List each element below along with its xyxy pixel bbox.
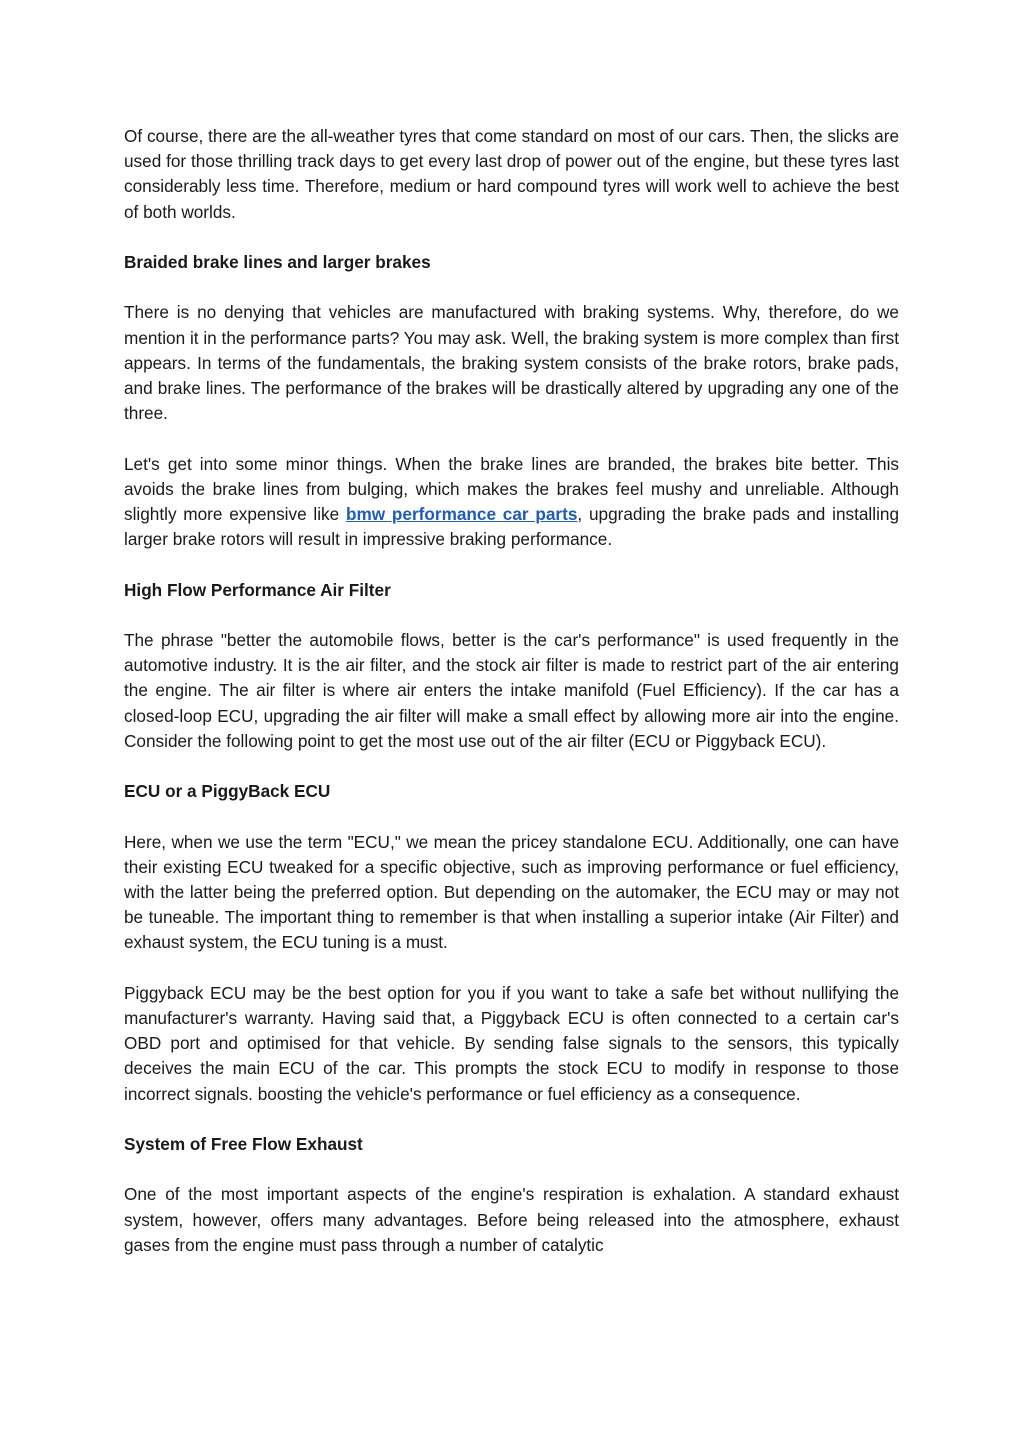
paragraph-exhaust: One of the most important aspects of the engine's respiration is exhalation. A standard exhaust system, however, offers many advantages. Before being released into the atmosphere, exhaust gases from the engine must pass through a number of catalytic — [124, 1184, 899, 1255]
paragraph-air-filter: The phrase "better the automobile flows, better is the car's performance" is used frequently in the automotive industry. It is the air filter, and the stock air filter is made to restrict part of the air entering the engine. The air filter is where air enters the intake manifold (Fuel Efficiency). If the car has a closed-loop ECU, upgrading the air filter will make a small effect by allowing more air into the engine. Consider the following point to get the most use out of the air filter (ECU or Piggyback ECU). — [124, 629, 899, 751]
heading-ecu: ECU or a PiggyBack ECU — [124, 781, 331, 802]
heading-air-filter: High Flow Performance Air Filter — [124, 579, 391, 600]
bmw-performance-parts-link[interactable]: bmw performance car parts — [345, 504, 578, 524]
paragraph-brake-lines — [124, 452, 899, 553]
paragraph-ecu: Here, when we use the term "ECU," we mean the pricey standalone ECU. Additionally, one can have their existing ECU tweaked for a specific objective, such as improving performance or fuel efficiency, with the latter being the preferred option. But depending on the automaker, the ECU may or may not be tuneable. The important thing to remember is that when installing a superior intake (Air Filter) and exhaust system, the ECU tuning is a must. — [124, 831, 899, 953]
heading-brakes: Braided brake lines and larger brakes — [124, 252, 431, 272]
document-body — [124, 124, 899, 1258]
paragraph-piggyback-ecu: Piggyback ECU may be the best option for you if you want to take a safe bet without nullifying the manufacturer's warranty. Having said that, a Piggyback ECU is often connected to a certain car's OBD port and optimised for that vehicle. By sending false signals to the sensors, this typically deceives the main ECU of the car. This prompts the stock ECU to modify in response to those incorrect signals. boosting the vehicle's performance or fuel efficiency as a consequence. — [124, 982, 899, 1104]
paragraph-brake-lines-text-end: , upgrading the brake pads and installing larger brake rotors will result in impressive braking performance. — [124, 504, 900, 550]
paragraph-braking-system: There is no denying that vehicles are manufactured with braking systems. Why, therefore, do we mention it in the performance parts? You may ask. Well, the braking system is more complex than first appears. In terms of the fundamentals, the braking system consists of the brake rotors, brake pads, and brake lines. The performance of the brakes will be drastically altered by upgrading any one of the three. — [124, 302, 899, 424]
paragraph-brake-lines-text-start: Let's get into some minor things. When the brake lines are branded, the brakes bite better. This avoids the brake lines from bulging, which makes the brakes feel mushy and unreliable. Although slightly more expensive like — [124, 453, 899, 524]
paragraph-tyres: Of course, there are the all-weather tyres that come standard on most of our cars. Then, the slicks are used for those thrilling track days to get every last drop of power out of the engine, but these tyres last considerably less time. Therefore, medium or hard compound tyres will work well to achieve the best of both worlds. — [124, 126, 899, 222]
heading-exhaust: System of Free Flow Exhaust — [124, 1133, 363, 1154]
